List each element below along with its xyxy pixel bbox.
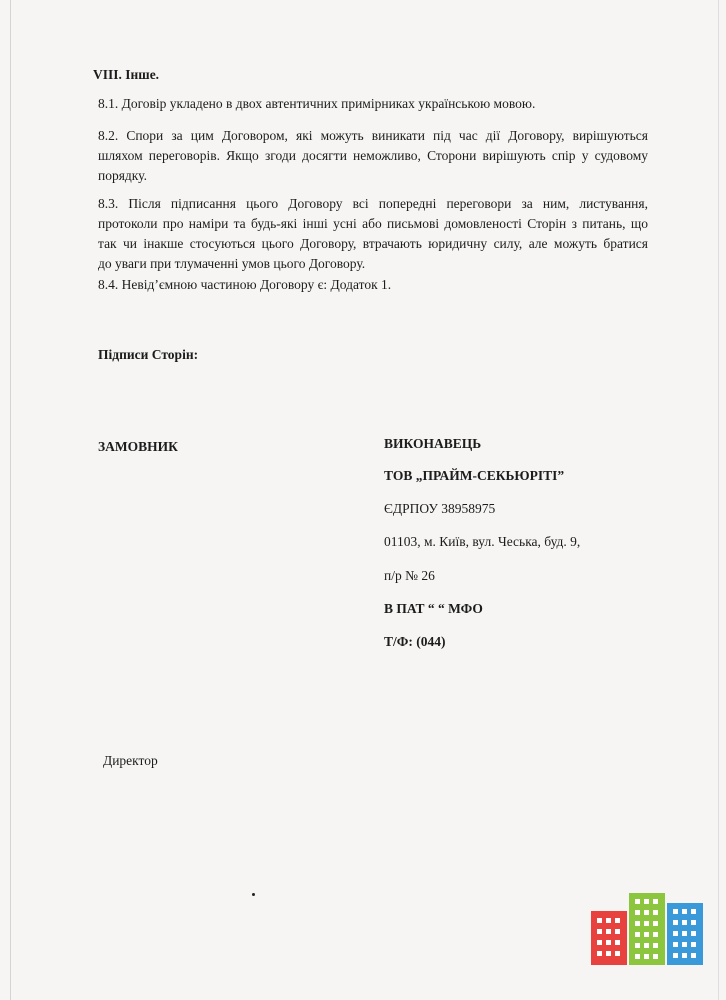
clause-8-2-line: 8.2. Спори за цим Договором, які можуть виникати під час дії Договору, вирішуються [98,128,648,143]
contractor-edrpou: ЄДРПОУ 38958975 [384,501,496,516]
buildings-logo-icon [589,893,705,965]
contractor-phone: Т/Ф: (044) [384,634,446,649]
clause-8-1 [98,94,648,114]
customer-label: ЗАМОВНИК [98,439,178,454]
clause-8-3 [98,194,648,274]
green-building [629,893,665,965]
clause-8-4-line: 8.4. Невід’ємною частиною Договору є: Додаток 1. [98,277,392,292]
clause-8-4 [98,275,648,295]
contractor-company: ТОВ „ПРАЙМ-СЕКЬЮРІТІ” [384,468,565,483]
contractor-address: 01103, м. Київ, вул. Чеська, буд. 9, [384,534,581,549]
customer-director: Директор [103,753,158,768]
contractor-label: ВИКОНАВЕЦЬ [384,436,482,451]
clause-8-3-line: 8.3. Після підписання цього Договору всі попередні переговори за ним, листування, [98,196,648,211]
section-title: VIII. Інше. [93,67,160,82]
clause-8-3-line: до уваги при тлумаченні умов цього Договору. [98,256,366,271]
page-edge-left [10,0,11,1000]
clause-8-3-line: протоколи про наміри та будь-які інші усні або письмові домовленості Сторін з питань, що [98,216,648,231]
clause-8-2 [98,126,648,186]
clause-8-2-line: порядку. [98,168,147,183]
scan-speck [252,893,255,896]
clause-8-1-line: 8.1. Договір укладено в двох автентичних примірниках українською мовою. [98,96,536,111]
page-edge-right [718,0,719,1000]
clause-8-2-line: шляхом переговорів. Якщо згоди досягти неможливо, Сторони вирішують спір у судовому [98,148,648,163]
clause-8-3-line: так чи інакше стосуються цього Договору, втрачають юридичну силу, але можуть братися [98,236,648,251]
red-building [591,911,627,965]
blue-building [667,903,703,965]
signatures-heading: Підписи Сторін: [98,347,199,362]
contractor-bank: В ПАТ “ “ МФО [384,601,483,616]
contractor-account: п/р № 26 [384,568,435,583]
